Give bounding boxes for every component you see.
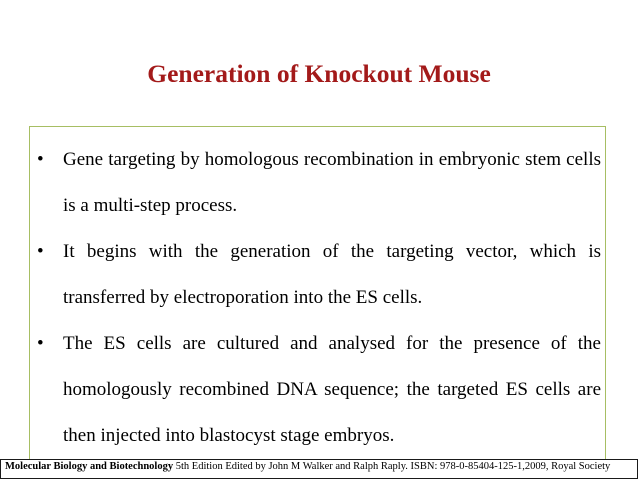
slide-title: Generation of Knockout Mouse — [147, 59, 491, 88]
bullet-list — [35, 137, 601, 459]
citation-details: 5th Edition Edited by John M Walker and Ralph Raply. ISBN: 978-0-85404-125-1,2009, Royal Society — [173, 461, 611, 472]
citation-book-title: Molecular Biology and Biotechnology — [5, 461, 174, 472]
bullet-text: Gene targeting by homologous recombination in embryonic stem cells is a multi-step process. — [63, 149, 601, 216]
bullet-glyph: • — [37, 241, 44, 262]
bullet-text: It begins with the generation of the targeting vector, which is transferred by electroporation into the ES cells. — [63, 241, 601, 308]
bullet-item — [35, 137, 601, 229]
bullet-glyph: • — [37, 333, 44, 354]
bullet-glyph: • — [37, 149, 44, 170]
bullet-item — [35, 321, 601, 459]
bullet-text: The ES cells are cultured and analysed for the presence of the homologously recombined DNA sequence; the targeted ES cells are then injected into blastocyst stage embryos. — [63, 333, 601, 446]
citation-footer — [0, 459, 638, 479]
bullet-item — [35, 229, 601, 321]
